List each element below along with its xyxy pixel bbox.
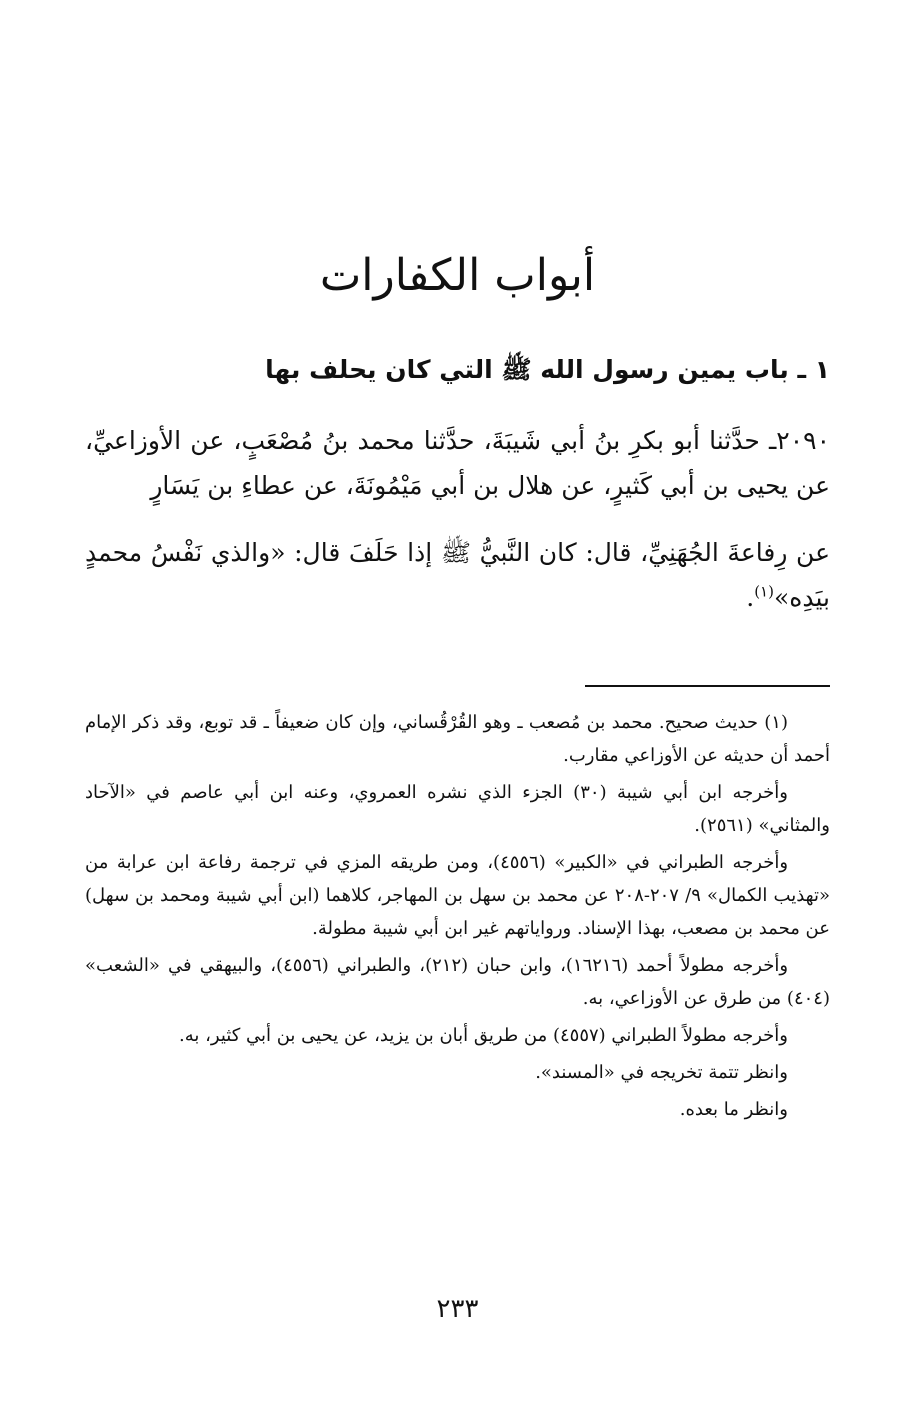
footnote-paragraph: وأخرجه مطولاً الطبراني (٤٥٥٧) من طريق أبان بن يزيد، عن يحيى بن أبي كثير، به. [178,1025,788,1046]
footnote-paragraph: وأخرجه الطبراني في «الكبير» (٤٥٥٦)، ومن طريقه المزي في ترجمة رفاعة ابن عرابة من «تهذيب الكمال» ٩/ ٢٠٧-٢٠٨ عن محمد بن سهل بن المهاجر، كلاهما (ابن أبي شيبة ومحمد بن سهل) عن محمد بن مصعب، بهذا الإسناد. ورواياتهم غير ابن أبي شيبة مطولة. [85,852,830,939]
footnote-separator [585,685,830,687]
chapter-heading: ١ ـ باب يمين رسول الله ﷺ التي كان يحلف بها [265,355,830,384]
footnote-paragraph: وأخرجه ابن أبي شيبة (٣٠) الجزء الذي نشره العمروي، وعنه ابن أبي عاصم في «الآحاد والمثاني» (٢٥٦١). [85,782,830,836]
footnote-paragraph: وأخرجه مطولاً أحمد (١٦٢١٦)، وابن حبان (٢١٢)، والطبراني (٤٥٥٦)، والبيهقي في «الشعب» (٤٠٤) من طرق عن الأوزاعي، به. [85,955,830,1009]
footnote-paragraph: وانظر تتمة تخريجه في «المسند». [535,1062,788,1083]
hadith-matn: عن رِفاعةَ الجُهَنِيِّ، قال: كان النَّبيُّ ﷺ إذا حَلَفَ قال: «والذي نَفْسُ محمدٍ بيَدِه» [85,538,830,612]
page-number: ٢٣٣ [436,1294,479,1324]
footnote-marker[interactable]: (١) [754,582,774,601]
footnotes [85,706,830,1130]
footnote-paragraph: (١) حديث صحيح. محمد بن مُصعب ـ وهو القُرْقُساني، وإن كان ضعيفاً ـ قد توبع، وقد ذكر الإمام أحمد أن حديثه عن الأوزاعي مقارب. [85,712,830,766]
footnote-paragraph: وانظر ما بعده. [679,1099,788,1120]
hadith-matn-end: . [746,583,755,612]
hadith-matn-paragraph [85,530,830,620]
hadith-text [85,418,830,620]
book-title: أبواب الكفارات [319,250,596,301]
hadith-isnad: ٢٠٩٠ـ حدَّثنا أبو بكرِ بنُ أبي شَيبَةَ، حدَّثنا محمد بنُ مُصْعَبٍ، عن الأوزاعيِّ، عن يحيى بن أبي كَثيرٍ، عن هلال بن أبي مَيْمُونَةَ، عن عطاءِ بن يَسَارٍ [85,426,830,500]
